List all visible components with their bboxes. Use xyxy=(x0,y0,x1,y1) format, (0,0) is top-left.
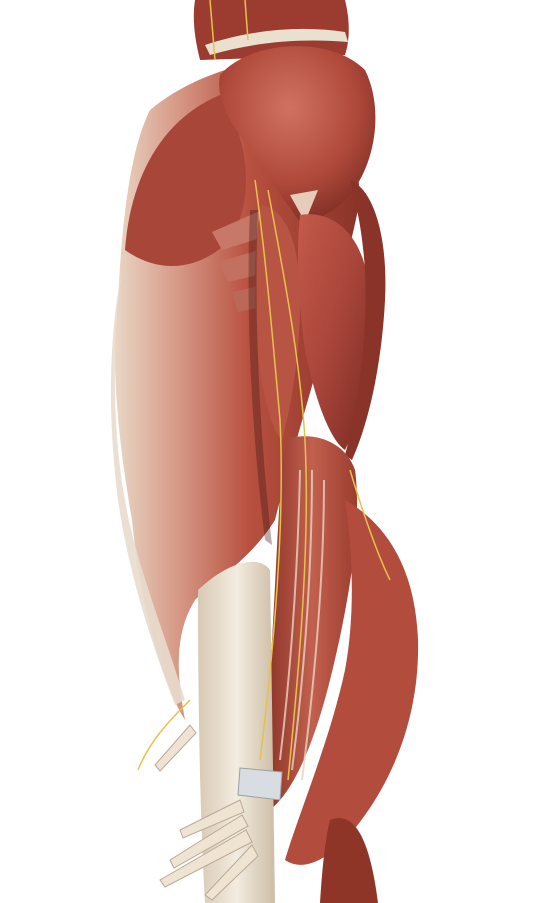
wrist-retinaculum xyxy=(238,768,282,800)
lower-right-muscle xyxy=(320,818,378,903)
